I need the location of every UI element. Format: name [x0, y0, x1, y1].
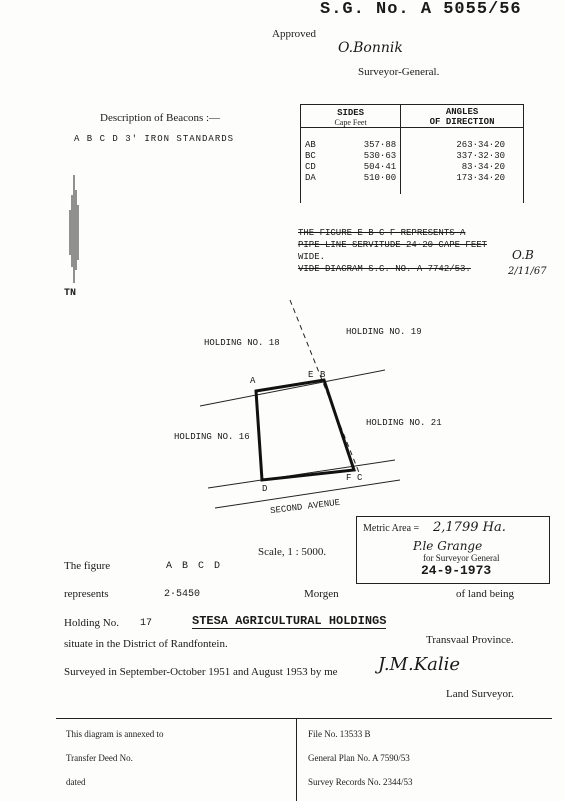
situate-text: situate in the District of Randfontein.: [64, 638, 228, 650]
servitude-initials: O.B: [512, 248, 534, 262]
area-value: 2·5450: [164, 589, 201, 600]
length-cell: 510·00: [332, 172, 400, 183]
sides-header: SIDES: [337, 107, 365, 118]
side-cell: AB: [305, 139, 316, 150]
for-surveyor-general: for Surveyor General: [423, 553, 500, 563]
servitude-line-3: WIDE.: [298, 252, 326, 262]
file-number: File No. 13533 B: [308, 729, 371, 739]
side-cell: DA: [305, 172, 316, 183]
sg-signature: O.Bonnik: [338, 40, 403, 56]
angle-cell: 83·34·20: [461, 161, 505, 172]
holding-number: 17: [140, 618, 153, 629]
metric-area-label: Metric Area =: [363, 523, 420, 534]
footer-box: [56, 718, 552, 801]
stamp-date: 24-9-1973: [421, 563, 492, 578]
servitude-date: 2/11/67: [508, 266, 547, 277]
holding-16-label: HOLDING NO. 16: [174, 432, 250, 442]
length-cell: 504·41: [332, 161, 400, 172]
stamp-signature: P.le Grange: [413, 539, 483, 553]
figure-label: The figure: [64, 560, 111, 572]
holding-19-label: HOLDING NO. 19: [346, 327, 422, 337]
angle-cell: 173·34·20: [456, 172, 505, 183]
metric-area-value: 2,1799 Ha.: [433, 520, 506, 535]
angle-cell: 337·32·30: [456, 150, 505, 161]
second-avenue-label: SECOND AVENUE: [269, 497, 341, 517]
of-land-label: of land being: [456, 588, 515, 600]
beacon-c-label: C: [357, 473, 363, 483]
direction-header: OF DIRECTION: [429, 117, 495, 127]
beacon-a-label: A: [250, 376, 256, 386]
beacons-text: A B C D 3' IRON STANDARDS: [74, 134, 235, 144]
true-north-label: TN: [64, 288, 77, 299]
table-row: [301, 139, 523, 150]
side-cell: BC: [305, 150, 316, 161]
scale-text: Scale, 1 : 5000.: [258, 546, 327, 558]
land-surveyor-label: Land Surveyor.: [446, 688, 514, 700]
beacon-b-label: B: [320, 370, 326, 380]
dated-text: dated: [66, 777, 86, 787]
servitude-line-1: THE FIGURE E B C F REPRESENTS A: [298, 228, 466, 238]
holding-21-label: HOLDING NO. 21: [366, 418, 442, 428]
table-row: [301, 172, 523, 183]
beacon-f-label: F: [346, 473, 352, 483]
cape-feet-header: Cape Feet: [334, 117, 367, 127]
land-surveyor-signature: J.M.Kalie: [378, 654, 461, 675]
side-cell: CD: [305, 161, 316, 172]
sides-table: [301, 105, 523, 194]
sg-number: S.G. No. A 5055/56: [320, 0, 522, 19]
approved-label: Approved: [272, 28, 316, 40]
general-plan-number: General Plan No. A 7590/53: [308, 753, 410, 763]
annexed-text: This diagram is annexed to: [66, 729, 164, 739]
holding-label: Holding No.: [64, 617, 119, 629]
figure-letters: A B C D: [166, 561, 223, 572]
servitude-line-4: VIDE DIAGRAM S.G. NO. A 7742/53.: [298, 264, 471, 274]
angle-cell: 263·34·20: [456, 139, 505, 150]
beacon-e-label: E: [308, 370, 314, 380]
sides-table-box: [300, 104, 524, 203]
metric-area-stamp: [356, 516, 550, 584]
length-cell: 357·88: [332, 139, 400, 150]
length-cell: 530·63: [332, 150, 400, 161]
holding-18-label: HOLDING NO. 18: [204, 338, 280, 348]
footer-divider: [296, 719, 297, 801]
north-arrow-icon: [64, 175, 84, 285]
servitude-line-2: PIPE LINE SERVITUDE 24·20 CAPE FEET: [298, 240, 488, 250]
survey-records-number: Survey Records No. 2344/53: [308, 777, 413, 787]
holdings-name: STESA AGRICULTURAL HOLDINGS: [192, 614, 387, 628]
surveyed-text: Surveyed in September-October 1951 and August 1953 by me: [64, 666, 338, 678]
property-diagram: [160, 290, 420, 530]
angles-header: ANGLES: [445, 107, 479, 117]
beacons-heading: Description of Beacons :—: [100, 112, 221, 124]
province-text: Transvaal Province.: [426, 634, 514, 646]
table-row: [301, 161, 523, 172]
table-row: [301, 150, 523, 161]
surveyor-general-label: Surveyor-General.: [358, 66, 440, 78]
morgen-label: Morgen: [304, 588, 339, 600]
represents-label: represents: [64, 588, 109, 600]
beacon-d-label: D: [262, 484, 268, 494]
transfer-deed-text: Transfer Deed No.: [66, 753, 133, 763]
